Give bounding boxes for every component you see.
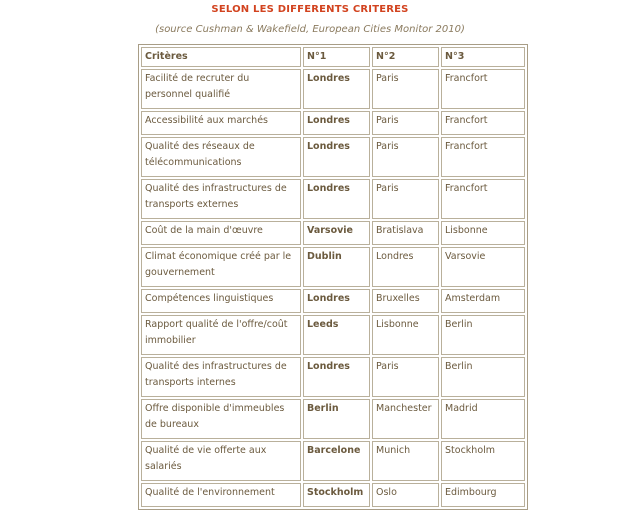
rank2-cell: Oslo	[372, 483, 439, 507]
criterion-cell: Coût de la main d'œuvre	[141, 221, 301, 245]
table-row	[141, 69, 525, 109]
rank2-cell: Paris	[372, 357, 439, 397]
table-row	[141, 357, 525, 397]
criterion-cell: Compétences linguistiques	[141, 289, 301, 313]
table-row	[141, 483, 525, 507]
rank2-cell: Manchester	[372, 399, 439, 439]
rank1-cell: Varsovie	[303, 221, 370, 245]
rank2-cell: Paris	[372, 111, 439, 135]
rank3-cell: Berlin	[441, 357, 525, 397]
rank3-cell: Edimbourg	[441, 483, 525, 507]
rank1-cell: Londres	[303, 111, 370, 135]
criterion-cell: Rapport qualité de l'offre/coût immobilier	[141, 315, 301, 355]
rank1-cell: Londres	[303, 289, 370, 313]
rank2-cell: Bratislava	[372, 221, 439, 245]
rank1-cell: Dublin	[303, 247, 370, 287]
rank2-cell: Bruxelles	[372, 289, 439, 313]
criterion-cell: Climat économique créé par le gouvernement	[141, 247, 301, 287]
rank1-cell: Berlin	[303, 399, 370, 439]
rank1-cell: Stockholm	[303, 483, 370, 507]
header-criteres: Critères	[141, 47, 301, 67]
rank1-cell: Londres	[303, 69, 370, 109]
criterion-cell: Qualité de l'environnement	[141, 483, 301, 507]
rank3-cell: Varsovie	[441, 247, 525, 287]
rank3-cell: Francfort	[441, 111, 525, 135]
table-row	[141, 247, 525, 287]
criterion-cell: Accessibilité aux marchés	[141, 111, 301, 135]
criterion-cell: Qualité des réseaux de télécommunications	[141, 137, 301, 177]
table-row	[141, 399, 525, 439]
rank2-cell: Paris	[372, 137, 439, 177]
table-row	[141, 137, 525, 177]
rank2-cell: Londres	[372, 247, 439, 287]
table-header-row	[141, 47, 525, 67]
rank1-cell: Londres	[303, 357, 370, 397]
criterion-cell: Qualité de vie offerte aux salariés	[141, 441, 301, 481]
rank2-cell: Paris	[372, 69, 439, 109]
criteria-table	[138, 44, 528, 510]
criterion-cell: Qualité des infrastructures de transports internes	[141, 357, 301, 397]
table-row	[141, 441, 525, 481]
table-row	[141, 221, 525, 245]
source-caption: (source Cushman & Wakefield, European Cities Monitor 2010)	[155, 24, 465, 35]
rank2-cell: Paris	[372, 179, 439, 219]
rank3-cell: Francfort	[441, 69, 525, 109]
criterion-cell: Offre disponible d'immeubles de bureaux	[141, 399, 301, 439]
rank3-cell: Lisbonne	[441, 221, 525, 245]
rank2-cell: Lisbonne	[372, 315, 439, 355]
rank1-cell: Londres	[303, 179, 370, 219]
table-body	[141, 69, 525, 507]
table-row	[141, 289, 525, 313]
rank3-cell: Amsterdam	[441, 289, 525, 313]
rank3-cell: Berlin	[441, 315, 525, 355]
header-n3: N°3	[441, 47, 525, 67]
rank3-cell: Stockholm	[441, 441, 525, 481]
criterion-cell: Qualité des infrastructures de transports externes	[141, 179, 301, 219]
header-n1: N°1	[303, 47, 370, 67]
rank1-cell: Leeds	[303, 315, 370, 355]
page-heading: SELON LES DIFFERENTS CRITERES	[211, 4, 409, 15]
rank1-cell: Londres	[303, 137, 370, 177]
rank3-cell: Madrid	[441, 399, 525, 439]
rank2-cell: Munich	[372, 441, 439, 481]
rank3-cell: Francfort	[441, 179, 525, 219]
rank1-cell: Barcelone	[303, 441, 370, 481]
criterion-cell: Facilité de recruter du personnel qualifié	[141, 69, 301, 109]
header-n2: N°2	[372, 47, 439, 67]
table-row	[141, 315, 525, 355]
rank3-cell: Francfort	[441, 137, 525, 177]
table-row	[141, 111, 525, 135]
table-row	[141, 179, 525, 219]
